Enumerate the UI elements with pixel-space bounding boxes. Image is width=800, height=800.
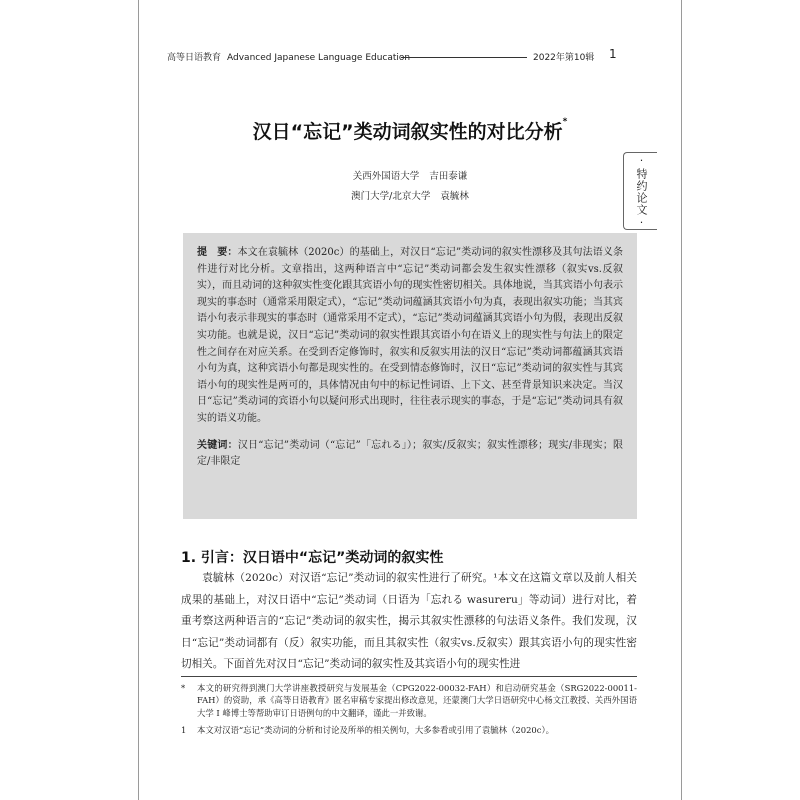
journal-name bbox=[167, 50, 410, 63]
author-name: 袁毓林 bbox=[440, 191, 469, 202]
author-affiliation: 关西外国语大学 bbox=[352, 171, 420, 182]
footnote-mark: * bbox=[181, 683, 186, 693]
section-tab bbox=[623, 152, 657, 230]
title-footnote-mark: * bbox=[562, 117, 568, 127]
author-name: 吉田泰谦 bbox=[429, 171, 468, 182]
author-line-1 bbox=[139, 168, 681, 182]
keywords-label: 关键词： bbox=[197, 439, 238, 451]
article-title bbox=[139, 117, 681, 144]
abstract-box bbox=[183, 233, 637, 519]
title-text: 汉日“忘记”类动词叙实性的对比分析 bbox=[252, 121, 563, 143]
section-tab-label: ·特约论文· bbox=[635, 154, 648, 230]
footnote bbox=[181, 724, 637, 736]
journal-name-cn: 高等日语教育 bbox=[167, 53, 222, 63]
abstract-paragraph bbox=[197, 245, 623, 428]
keywords-paragraph bbox=[197, 438, 623, 471]
footnote-rule bbox=[181, 676, 637, 677]
issue-label: 2022年第10辑 bbox=[533, 53, 595, 63]
body-paragraph: 袁毓林（2020c）对汉语“忘记”类动词的叙实性进行了研究。¹本文在这篇文章以及前人相关成果的基础上，对汉日语中“忘记”类动词（日语为「忘れる wasureru」等动词）进行对比，着重考察这两种语言的“忘记”类动词的叙实性，揭示其叙实性漂移的句法语义条件。我们发现，汉日“忘记”类动词都有（反）叙实功能，而且其叙实性（叙实vs.反叙实）跟其宾语小句的现实性密切相关。下面首先对汉日“忘记”类动词的叙实性及其宾语小句的现实性进 bbox=[181, 572, 637, 671]
header-rule bbox=[401, 57, 527, 58]
footnote bbox=[181, 682, 637, 719]
journal-name-en: Advanced Japanese Language Education bbox=[227, 53, 411, 63]
section-heading: 1. 引言：汉日语中“忘记”类动词的叙实性 bbox=[181, 550, 444, 566]
abstract-label: 提 要： bbox=[197, 247, 238, 258]
footnote-text: 本文的研究得到澳门大学讲座教授研究与发展基金（CPG2022-00032-FAH）和启动研究基金（SRG2022-00011-FAH）的资助，承《高等日语教育》匿名审稿专家提出修改意见，还蒙澳门大学日语研究中心杨文江教授、关西外国语大学 I 峰博士等帮助审订日语例句的中文翻译，谨此一并致谢。 bbox=[197, 683, 637, 718]
journal-page bbox=[138, 0, 682, 800]
running-header bbox=[139, 48, 681, 68]
page-number: 1 bbox=[609, 47, 617, 61]
author-affiliation: 澳门大学/北京大学 bbox=[351, 191, 431, 202]
body-text bbox=[181, 568, 637, 676]
author-line-2 bbox=[139, 188, 681, 202]
footnote-mark: 1 bbox=[181, 725, 187, 735]
abstract-text: 本文在袁毓林（2020c）的基础上，对汉日“忘记”类动词的叙实性漂移及其句法语义条件进行对比分析。文章指出，这两种语言中“忘记”类动词都会发生叙实性漂移（叙实vs.反叙实），而且动词的这种叙实性变化跟其宾语小句的现实性密切相关。具体地说，当其宾语小句表示现实的事态时（通常采用限定式），“忘记”类动词蕴涵其宾语小句为真，表现出叙实功能；当其宾语小句表示非现实的事态时（通常采用不定式），“忘记”类动词蕴涵其宾语小句为假，表现出反叙实功能。也就是说，汉日“忘记”类动词的叙实性跟其宾语小句在语义上的现实性与句法上的限定性之间存在对应关系。在受到否定修饰时，叙实和反叙实用法的汉日“忘记”类动词都蕴涵其宾语小句为真，这种宾语小句都是现实性的。在受到情态修饰时，汉日“忘记”类动词的叙实性与其宾语小句的现实性是两可的，具体情况由句中的标记性词语、上下文、甚至背景知识来决定。当汉日“忘记”类动词的宾语小句以疑问形式出现时，往往表示现实的事态，于是“忘记”类动词具有叙实的语义功能。 bbox=[197, 247, 624, 424]
keywords-text: 汉日“忘记”类动词（“忘记”「忘れる」）；叙实/反叙实；叙实性漂移；现实/非现实；限定/非限定 bbox=[197, 439, 624, 468]
footnote-text: 本文对汉语“忘记”类动词的分析和讨论及所举的相关例句，大多参看或引用了袁毓林（2020c）。 bbox=[197, 725, 554, 735]
